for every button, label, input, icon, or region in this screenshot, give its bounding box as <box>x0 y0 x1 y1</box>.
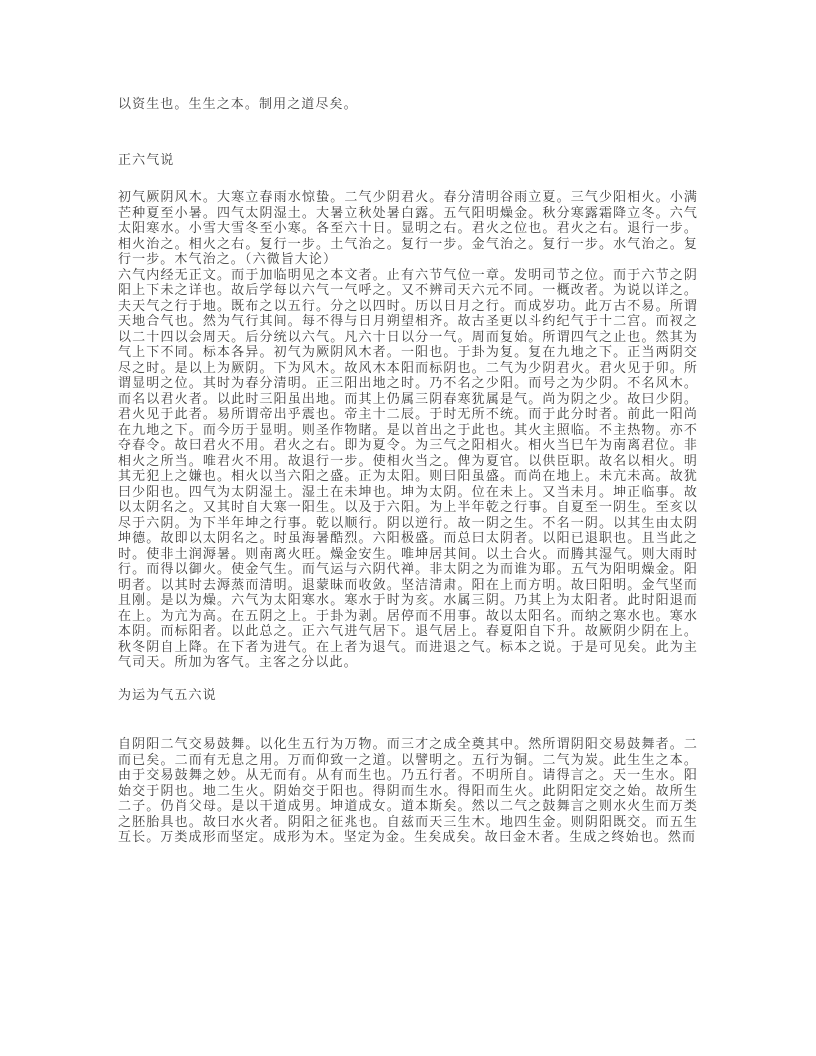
section-heading-zheng-liu-qi-shuo: 正六气说 <box>118 151 175 167</box>
paragraph-liuqi-discussion: 六气内经无正文。而于加临明见之本文者。止有六节气位一章。发明司节之位。而于六节之阴阳上下未之详也。故后学每以六气一气呼之。又不辨司天六元不同。一概改者。为说以详之。夫天气之行于地。既布之以五行。分之以四时。历以日月之行。而成岁功。此万古不易。所谓天地合气也。然为气行其间。每不得与日月朔望相齐。故古圣更以斗约纪气于十二宫。而衩之以二十四以会周天。后分统以六气。凡六十日以分一气。周而复始。所谓四气之止也。然其为气上下不同。标本各异。初气为厥阴风木者。一阳也。于卦为复。复在九地之下。正当两阴交尽之时。是以上为厥阴。下为风木。故风木本阳而标阴也。二气为少阴君火。君火见于卯。所谓显明之位。其时为春分清明。正三阳出地之时。乃不名之少阳。而号之为少阴。不名风木。而名以君火者。以此时三阳虽出地。而其上仍属三阴春寒犹属是气。尚为阴之少。故曰少阴。君火见于此者。易所谓帝出乎震也。帝主十二辰。于时无所不统。而于此分时者。前此一阳尚在九地之下。而今历于显明。则圣作物睹。是以首出之于此也。其火主照临。不主热物。亦不夺春令。故曰君火不用。君火之右。即为夏令。为三气之阳相火。相火当巳午为南离君位。非相火之所当。唯君火不用。故退行一步。使相火当之。俾为夏官。以供臣职。故名以相火。明其无犯上之嫌也。相火以当六阳之盛。正为太阳。则曰阳虽盛。而尚在地上。未亢未高。故犹曰少阳也。四气为太阴湿土。湿土在未坤也。坤为太阴。位在未上。又当未月。坤正临事。故以太阴名之。又其时自大寒一阳生。以及于六阳。为上半年乾之行事。自夏至一阴生。至亥以尽于六阴。为下半年坤之行事。乾以顺行。阴以逆行。故一阴之生。不名一阴。以其生由太阴坤德。故即以太阴名之。时虽海暑酷烈。六阳极盛。而总曰太阴者。以阳已退职也。且当此之时。使非土润溽暑。则南离火旺。燥金安生。唯坤居其间。以土合火。而腾其湿气。则大雨时行。而得以御火。使金气生。而气运与六阴代禅。非太阴之为而谁为耶。五气为阳明燥金。阳明者。以其时去溽蒸而清明。退蒙昧而收敛。坚洁清肃。阳在上而方明。故曰阳明。金气坚而且刚。是以为燥。六气为太阳寒水。寒水于时为亥。水属三阴。乃其上为太阳者。此时阳退而在上。为亢为高。在五阴之上。于卦为剥。居停而不用事。故以太阳名。而纳之寒水也。寒水本阴。而标阳者。以此总之。正六气进气居下。退气居上。春夏阳自下升。故厥阴少阴在上。秋冬阴自上降。在下者为进气。在上者为退气。而进退之气。标本之说。于是可见矣。此为主气司天。所加为客气。主客之分以此。 <box>118 266 698 669</box>
section-heading-wei-yun-wei-qi: 为运为气五六说 <box>118 686 217 702</box>
paragraph-yinyang-discussion: 自阴阳二气交易鼓舞。以化生五行为万物。而三才之成全奠其中。然所谓阴阳交易鼓舞者。二而已矣。二而有无息之用。万而仰致一之道。以譬明之。五行为铜。二气为炭。此生生之本。由于交易鼓舞之妙。从无而有。从有而生也。乃五行者。不明所自。请得言之。天一生水。阳始交于阴也。地二生火。阴始交于阳也。得阴而生水。得阳而生火。此阴阳定交之始。故所生二子。仍肖父母。是以干道成男。坤道成女。道本斯矣。然以二气之鼓舞言之则水火生而万类之胚胎具也。故曰水火者。阴阳之征兆也。自兹而天三生木。地四生金。则阴阳既交。而五生互长。万类成形而坚定。成形为木。坚定为金。生矣成矣。故曰金木者。生成之终始也。然而 <box>118 736 698 844</box>
paragraph-liuqi-terms: 初气厥阴风木。大寒立春雨水惊蛰。二气少阴君火。春分清明谷雨立夏。三气少阳相火。小满芒种夏至小暑。四气太阴湿土。大暑立秋处暑白露。五气阳明燥金。秋分寒露霜降立冬。六气太阳寒水。小雪大雪冬至小寒。各至六十日。显明之右。君火之位也。君火之右。退行一步。相火治之。相火之右。复行一步。土气治之。复行一步。金气治之。复行一步。水气治之。复行一步。木气治之。（六微旨大论） <box>118 189 698 266</box>
intro-line: 以资生也。生生之本。制用之道尽矣。 <box>118 96 358 111</box>
